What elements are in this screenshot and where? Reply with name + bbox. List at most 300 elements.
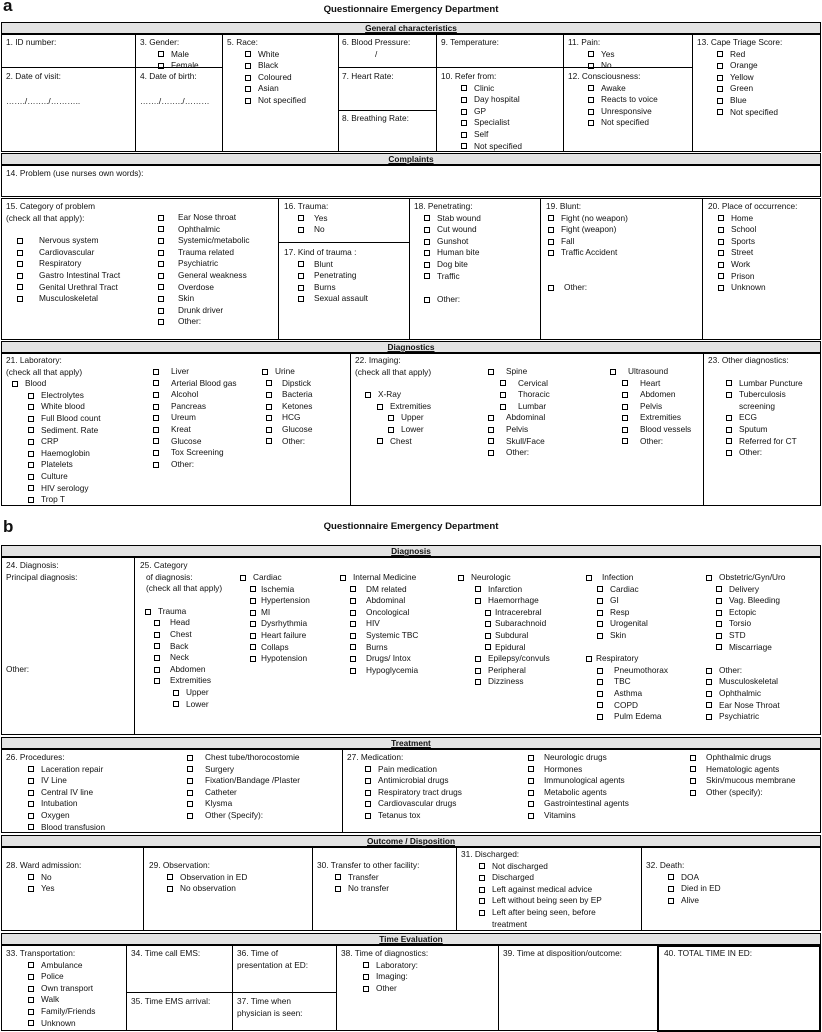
checkbox-option[interactable]: School xyxy=(718,224,797,236)
checkbox-option[interactable]: Dipstick xyxy=(266,378,312,390)
checkbox-option[interactable]: Infection xyxy=(586,572,668,584)
checkbox-icon[interactable] xyxy=(548,285,554,291)
checkbox-option[interactable]: Tuberculosis xyxy=(726,389,803,401)
checkbox-icon[interactable] xyxy=(726,427,732,433)
checkbox-option[interactable]: Ambulance xyxy=(28,960,95,972)
checkbox-option[interactable]: Hormones xyxy=(528,764,629,776)
checkbox-icon[interactable] xyxy=(158,308,164,314)
checkbox-option[interactable]: Antimicrobial drugs xyxy=(365,775,462,787)
checkbox-option[interactable]: Asian xyxy=(245,83,306,95)
checkbox-option[interactable]: Upper xyxy=(388,412,431,424)
checkbox-option[interactable]: Male xyxy=(158,49,199,61)
checkbox-option[interactable]: White xyxy=(245,49,306,61)
checkbox-icon[interactable] xyxy=(187,813,193,819)
checkbox-icon[interactable] xyxy=(717,63,723,69)
checkbox-icon[interactable] xyxy=(28,974,34,980)
checkbox-icon[interactable] xyxy=(28,801,34,807)
checkbox-option[interactable]: Laboratory: xyxy=(363,960,428,972)
checkbox-option[interactable]: Urine xyxy=(262,366,312,378)
checkbox-icon[interactable] xyxy=(461,85,467,91)
checkbox-option[interactable]: Discharged xyxy=(479,872,602,884)
checkbox-icon[interactable] xyxy=(388,427,394,433)
checkbox-option[interactable]: Yes xyxy=(588,49,615,61)
checkbox-option[interactable]: Intubation xyxy=(28,798,105,810)
checkbox-icon[interactable] xyxy=(28,393,34,399)
checkbox-icon[interactable] xyxy=(17,250,23,256)
checkbox-option[interactable]: Head xyxy=(154,617,222,629)
checkbox-icon[interactable] xyxy=(187,778,193,784)
checkbox-option[interactable]: Alive xyxy=(668,895,721,907)
checkbox-icon[interactable] xyxy=(528,766,534,772)
checkbox-option[interactable]: Ophthalmic drugs xyxy=(690,752,795,764)
checkbox-icon[interactable] xyxy=(424,215,430,221)
checkbox-option[interactable]: Hypotension xyxy=(250,653,310,665)
checkbox-option[interactable]: Other: xyxy=(266,436,312,448)
checkbox-option[interactable]: Catheter xyxy=(187,787,300,799)
checkbox-option[interactable]: Platelets xyxy=(28,459,101,471)
checkbox-option[interactable]: Ultrasound xyxy=(610,366,691,378)
checkbox-option[interactable]: Overdose xyxy=(158,282,249,294)
checkbox-icon[interactable] xyxy=(726,392,732,398)
checkbox-option[interactable]: Surgery xyxy=(187,764,300,776)
checkbox-option[interactable]: Resp xyxy=(597,607,668,619)
checkbox-option[interactable]: ECG xyxy=(726,412,803,424)
checkbox-icon[interactable] xyxy=(28,824,34,830)
checkbox-icon[interactable] xyxy=(17,284,23,290)
checkbox-option[interactable]: Yes xyxy=(28,883,81,895)
checkbox-icon[interactable] xyxy=(597,586,603,592)
checkbox-option[interactable]: Psychiatric xyxy=(158,258,249,270)
checkbox-option[interactable]: CRP xyxy=(28,436,101,448)
checkbox-icon[interactable] xyxy=(424,227,430,233)
checkbox-icon[interactable] xyxy=(187,766,193,772)
checkbox-option[interactable]: Immunological agents xyxy=(528,775,629,787)
checkbox-option[interactable]: Ureum xyxy=(153,412,237,424)
checkbox-icon[interactable] xyxy=(250,656,256,662)
checkbox-option[interactable]: Cervical xyxy=(500,378,550,390)
checkbox-icon[interactable] xyxy=(588,97,594,103)
checkbox-icon[interactable] xyxy=(588,63,594,69)
checkbox-icon[interactable] xyxy=(597,702,603,708)
checkbox-option[interactable]: Ear Nose Throat xyxy=(706,700,785,712)
checkbox-option[interactable]: Trauma xyxy=(145,606,222,618)
checkbox-icon[interactable] xyxy=(500,380,506,386)
checkbox-option[interactable]: Referred for CT xyxy=(726,436,803,448)
checkbox-icon[interactable] xyxy=(726,380,732,386)
checkbox-icon[interactable] xyxy=(479,875,485,881)
checkbox-icon[interactable] xyxy=(28,962,34,968)
checkbox-option[interactable]: Human bite xyxy=(424,247,481,259)
checkbox-option[interactable]: Sediment. Rate xyxy=(28,425,101,437)
checkbox-option[interactable]: Work xyxy=(718,259,797,271)
checkbox-option[interactable]: Other (Specify): xyxy=(187,810,300,822)
checkbox-icon[interactable] xyxy=(488,450,494,456)
checkbox-icon[interactable] xyxy=(28,874,34,880)
checkbox-option[interactable]: Urogenital xyxy=(597,618,668,630)
checkbox-icon[interactable] xyxy=(154,643,160,649)
checkbox-option[interactable]: Chest tube/thorocostomie xyxy=(187,752,300,764)
checkbox-option[interactable]: Yes xyxy=(298,213,328,225)
checkbox-icon[interactable] xyxy=(187,801,193,807)
checkbox-option[interactable]: Left after being seen, before xyxy=(479,907,602,919)
checkbox-icon[interactable] xyxy=(597,679,603,685)
checkbox-icon[interactable] xyxy=(461,97,467,103)
checkbox-icon[interactable] xyxy=(716,633,722,639)
checkbox-icon[interactable] xyxy=(28,997,34,1003)
checkbox-option[interactable]: Specialist xyxy=(461,117,522,129)
checkbox-icon[interactable] xyxy=(28,427,34,433)
checkbox-icon[interactable] xyxy=(479,910,485,916)
checkbox-option[interactable]: Skin xyxy=(597,630,668,642)
checkbox-option[interactable]: Respiratory xyxy=(17,258,120,270)
checkbox-option[interactable]: Orange xyxy=(717,60,782,72)
checkbox-option[interactable]: Trauma related xyxy=(158,247,249,259)
checkbox-icon[interactable] xyxy=(245,86,251,92)
checkbox-icon[interactable] xyxy=(461,132,467,138)
checkbox-icon[interactable] xyxy=(245,98,251,104)
checkbox-icon[interactable] xyxy=(250,610,256,616)
checkbox-option[interactable]: Klysma xyxy=(187,798,300,810)
checkbox-option[interactable]: Sports xyxy=(718,236,797,248)
checkbox-icon[interactable] xyxy=(365,813,371,819)
checkbox-icon[interactable] xyxy=(266,380,272,386)
checkbox-option[interactable]: Asthma xyxy=(597,688,668,700)
checkbox-icon[interactable] xyxy=(298,261,304,267)
checkbox-icon[interactable] xyxy=(690,778,696,784)
checkbox-icon[interactable] xyxy=(706,691,712,697)
checkbox-icon[interactable] xyxy=(475,679,481,685)
checkbox-option[interactable]: Neck xyxy=(154,652,222,664)
checkbox-option[interactable]: Skin xyxy=(158,293,249,305)
checkbox-option[interactable]: Hypoglycemia xyxy=(350,665,418,677)
checkbox-option[interactable]: Kreat xyxy=(153,424,237,436)
checkbox-option[interactable]: Trop T xyxy=(28,494,101,506)
checkbox-option[interactable]: Left without being seen by EP xyxy=(479,895,602,907)
checkbox-icon[interactable] xyxy=(250,621,256,627)
checkbox-option[interactable]: Prison xyxy=(718,271,797,283)
checkbox-option[interactable]: Other (specify): xyxy=(690,787,795,799)
checkbox-option[interactable]: Yellow xyxy=(717,72,782,84)
checkbox-icon[interactable] xyxy=(266,427,272,433)
checkbox-option[interactable]: Infarction xyxy=(475,584,550,596)
checkbox-option[interactable]: Oncological xyxy=(350,607,418,619)
checkbox-icon[interactable] xyxy=(588,120,594,126)
checkbox-icon[interactable] xyxy=(298,215,304,221)
checkbox-icon[interactable] xyxy=(488,438,494,444)
checkbox-option[interactable]: Pulm Edema xyxy=(597,711,668,723)
checkbox-option[interactable]: Burns xyxy=(350,642,418,654)
checkbox-icon[interactable] xyxy=(28,404,34,410)
checkbox-option[interactable]: Obstetric/Gyn/Uro xyxy=(706,572,785,584)
checkbox-icon[interactable] xyxy=(706,714,712,720)
checkbox-option[interactable]: Alcohol xyxy=(153,389,237,401)
checkbox-icon[interactable] xyxy=(622,427,628,433)
checkbox-option[interactable]: Extremities xyxy=(377,401,431,413)
checkbox-option[interactable]: Musculoskeletal xyxy=(17,293,120,305)
checkbox-icon[interactable] xyxy=(28,790,34,796)
checkbox-option[interactable]: Traffic Accident xyxy=(548,247,628,259)
checkbox-icon[interactable] xyxy=(298,296,304,302)
checkbox-icon[interactable] xyxy=(28,485,34,491)
checkbox-icon[interactable] xyxy=(668,874,674,880)
checkbox-icon[interactable] xyxy=(377,438,383,444)
checkbox-icon[interactable] xyxy=(158,284,164,290)
checkbox-icon[interactable] xyxy=(28,497,34,503)
checkbox-option[interactable]: Lower xyxy=(388,424,431,436)
checkbox-icon[interactable] xyxy=(266,438,272,444)
checkbox-icon[interactable] xyxy=(500,392,506,398)
checkbox-option[interactable]: Subdural xyxy=(485,630,550,642)
checkbox-option[interactable]: Family/Friends xyxy=(28,1006,95,1018)
checkbox-option[interactable]: Not specified xyxy=(588,117,658,129)
checkbox-icon[interactable] xyxy=(706,702,712,708)
checkbox-option[interactable]: Nervous system xyxy=(17,235,120,247)
checkbox-icon[interactable] xyxy=(500,404,506,410)
date-of-visit-field[interactable]: ……./……../……….. xyxy=(6,96,81,106)
checkbox-option[interactable]: Pain medication xyxy=(365,764,462,776)
checkbox-option[interactable]: Other xyxy=(363,983,428,995)
checkbox-option[interactable]: Sexual assault xyxy=(298,293,368,305)
checkbox-icon[interactable] xyxy=(266,392,272,398)
checkbox-icon[interactable] xyxy=(28,886,34,892)
checkbox-icon[interactable] xyxy=(716,644,722,650)
checkbox-option[interactable]: Cardiovascular drugs xyxy=(365,798,462,810)
checkbox-icon[interactable] xyxy=(717,75,723,81)
checkbox-icon[interactable] xyxy=(716,610,722,616)
checkbox-icon[interactable] xyxy=(717,109,723,115)
checkbox-option[interactable]: Burns xyxy=(298,282,368,294)
checkbox-option[interactable]: Spine xyxy=(488,366,550,378)
checkbox-option[interactable]: Neurologic drugs xyxy=(528,752,629,764)
checkbox-option[interactable]: Not specified xyxy=(245,95,306,107)
checkbox-icon[interactable] xyxy=(17,273,23,279)
checkbox-icon[interactable] xyxy=(610,369,616,375)
checkbox-icon[interactable] xyxy=(597,691,603,697)
checkbox-icon[interactable] xyxy=(28,766,34,772)
checkbox-option[interactable]: Glucose xyxy=(266,424,312,436)
checkbox-option[interactable]: Other: xyxy=(488,447,550,459)
checkbox-icon[interactable] xyxy=(28,986,34,992)
checkbox-option[interactable]: Genital Urethral Tract xyxy=(17,282,120,294)
checkbox-option[interactable]: Transfer xyxy=(335,872,419,884)
checkbox-option[interactable]: Central IV line xyxy=(28,787,105,799)
checkbox-icon[interactable] xyxy=(187,755,193,761)
checkbox-option[interactable]: Full Blood count xyxy=(28,413,101,425)
checkbox-icon[interactable] xyxy=(153,380,159,386)
checkbox-option[interactable]: X-Ray xyxy=(365,389,431,401)
checkbox-icon[interactable] xyxy=(365,801,371,807)
checkbox-icon[interactable] xyxy=(350,610,356,616)
checkbox-icon[interactable] xyxy=(28,462,34,468)
checkbox-option[interactable]: Internal Medicine xyxy=(340,572,418,584)
checkbox-icon[interactable] xyxy=(718,239,724,245)
checkbox-option[interactable]: Torsio xyxy=(716,618,785,630)
checkbox-option[interactable]: Blood xyxy=(12,378,101,390)
checkbox-icon[interactable] xyxy=(479,887,485,893)
checkbox-icon[interactable] xyxy=(153,392,159,398)
checkbox-icon[interactable] xyxy=(622,438,628,444)
checkbox-option[interactable]: Ophthalmic xyxy=(158,224,249,236)
checkbox-icon[interactable] xyxy=(28,1020,34,1026)
checkbox-option[interactable]: Lumbar xyxy=(500,401,550,413)
checkbox-option[interactable]: No observation xyxy=(167,883,247,895)
checkbox-option[interactable]: Respiratory tract drugs xyxy=(365,787,462,799)
checkbox-icon[interactable] xyxy=(475,586,481,592)
checkbox-icon[interactable] xyxy=(153,427,159,433)
checkbox-icon[interactable] xyxy=(350,621,356,627)
checkbox-icon[interactable] xyxy=(350,586,356,592)
checkbox-option[interactable]: Thoracic xyxy=(500,389,550,401)
checkbox-icon[interactable] xyxy=(485,644,491,650)
checkbox-icon[interactable] xyxy=(597,633,603,639)
checkbox-icon[interactable] xyxy=(28,1009,34,1015)
checkbox-icon[interactable] xyxy=(485,610,491,616)
checkbox-option[interactable]: Dysrhythmia xyxy=(250,618,310,630)
checkbox-icon[interactable] xyxy=(528,755,534,761)
checkbox-option[interactable]: Unresponsive xyxy=(588,106,658,118)
checkbox-option[interactable]: Systemic/metabolic xyxy=(158,235,249,247)
checkbox-icon[interactable] xyxy=(717,98,723,104)
checkbox-option[interactable]: Dog bite xyxy=(424,259,481,271)
checkbox-option[interactable]: GP xyxy=(461,106,522,118)
checkbox-option[interactable]: Epidural xyxy=(485,642,550,654)
checkbox-icon[interactable] xyxy=(28,778,34,784)
checkbox-option[interactable]: General weakness xyxy=(158,270,249,282)
checkbox-option[interactable]: Extremities xyxy=(622,412,691,424)
checkbox-option[interactable]: HCG xyxy=(266,412,312,424)
checkbox-icon[interactable] xyxy=(668,898,674,904)
checkbox-option[interactable]: Haemorrhage xyxy=(475,595,550,607)
checkbox-icon[interactable] xyxy=(173,690,179,696)
checkbox-icon[interactable] xyxy=(153,450,159,456)
checkbox-option[interactable]: Left against medical advice xyxy=(479,884,602,896)
checkbox-icon[interactable] xyxy=(266,415,272,421)
checkbox-option[interactable]: Laceration repair xyxy=(28,764,105,776)
checkbox-option[interactable]: Chest xyxy=(154,629,222,641)
checkbox-icon[interactable] xyxy=(488,369,494,375)
checkbox-icon[interactable] xyxy=(588,85,594,91)
checkbox-option[interactable]: Haemoglobin xyxy=(28,448,101,460)
checkbox-icon[interactable] xyxy=(12,381,18,387)
checkbox-icon[interactable] xyxy=(597,610,603,616)
checkbox-option[interactable]: DM related xyxy=(350,584,418,596)
checkbox-icon[interactable] xyxy=(158,273,164,279)
checkbox-option[interactable]: Sputum xyxy=(726,424,803,436)
checkbox-option[interactable]: Respiratory xyxy=(586,653,668,665)
checkbox-icon[interactable] xyxy=(475,668,481,674)
checkbox-option[interactable]: Fall xyxy=(548,236,628,248)
checkbox-option[interactable]: Died in ED xyxy=(668,883,721,895)
checkbox-option[interactable]: Reacts to voice xyxy=(588,94,658,106)
checkbox-option[interactable]: STD xyxy=(716,630,785,642)
checkbox-option[interactable]: No xyxy=(588,60,615,72)
checkbox-option[interactable]: Other: xyxy=(158,316,249,328)
checkbox-option[interactable]: Gastro Intestinal Tract xyxy=(17,270,120,282)
checkbox-icon[interactable] xyxy=(479,898,485,904)
checkbox-option[interactable]: Gastrointestinal agents xyxy=(528,798,629,810)
checkbox-option[interactable]: Fixation/Bandage /Plaster xyxy=(187,775,300,787)
checkbox-icon[interactable] xyxy=(668,886,674,892)
checkbox-option[interactable]: DOA xyxy=(668,872,721,884)
checkbox-icon[interactable] xyxy=(597,668,603,674)
checkbox-option[interactable]: Drunk driver xyxy=(158,305,249,317)
checkbox-option[interactable]: Walk xyxy=(28,994,95,1006)
checkbox-option[interactable]: Neurologic xyxy=(458,572,550,584)
checkbox-icon[interactable] xyxy=(597,621,603,627)
checkbox-icon[interactable] xyxy=(28,474,34,480)
checkbox-icon[interactable] xyxy=(28,439,34,445)
checkbox-option[interactable]: Other: xyxy=(548,282,628,294)
checkbox-option[interactable]: Subarachnoid xyxy=(485,618,550,630)
checkbox-icon[interactable] xyxy=(706,668,712,674)
checkbox-option[interactable]: Cardiac xyxy=(597,584,668,596)
checkbox-icon[interactable] xyxy=(154,667,160,673)
checkbox-option[interactable]: IV Line xyxy=(28,775,105,787)
checkbox-icon[interactable] xyxy=(726,450,732,456)
checkbox-icon[interactable] xyxy=(363,986,369,992)
checkbox-icon[interactable] xyxy=(153,369,159,375)
checkbox-option[interactable]: TBC xyxy=(597,676,668,688)
checkbox-option[interactable]: Self xyxy=(461,129,522,141)
checkbox-icon[interactable] xyxy=(718,285,724,291)
checkbox-icon[interactable] xyxy=(365,392,371,398)
checkbox-icon[interactable] xyxy=(245,51,251,57)
checkbox-icon[interactable] xyxy=(158,238,164,244)
checkbox-option[interactable]: HIV serology xyxy=(28,483,101,495)
checkbox-icon[interactable] xyxy=(173,701,179,707)
checkbox-option[interactable]: Delivery xyxy=(716,584,785,596)
checkbox-icon[interactable] xyxy=(424,250,430,256)
checkbox-icon[interactable] xyxy=(298,273,304,279)
checkbox-icon[interactable] xyxy=(461,120,467,126)
checkbox-icon[interactable] xyxy=(718,250,724,256)
checkbox-icon[interactable] xyxy=(298,227,304,233)
checkbox-icon[interactable] xyxy=(548,250,554,256)
checkbox-option[interactable]: Tox Screening xyxy=(153,447,237,459)
checkbox-icon[interactable] xyxy=(479,863,485,869)
checkbox-icon[interactable] xyxy=(153,404,159,410)
checkbox-icon[interactable] xyxy=(424,239,430,245)
checkbox-icon[interactable] xyxy=(716,598,722,604)
checkbox-icon[interactable] xyxy=(485,633,491,639)
checkbox-icon[interactable] xyxy=(586,656,592,662)
checkbox-option[interactable]: Arterial Blood gas xyxy=(153,378,237,390)
checkbox-icon[interactable] xyxy=(424,297,430,303)
checkbox-icon[interactable] xyxy=(365,790,371,796)
checkbox-icon[interactable] xyxy=(154,620,160,626)
checkbox-option[interactable]: Gunshot xyxy=(424,236,481,248)
checkbox-option[interactable]: Unknown xyxy=(28,1018,95,1030)
checkbox-icon[interactable] xyxy=(350,598,356,604)
checkbox-icon[interactable] xyxy=(167,886,173,892)
checkbox-icon[interactable] xyxy=(461,109,467,115)
checkbox-icon[interactable] xyxy=(718,273,724,279)
checkbox-option[interactable]: No xyxy=(28,872,81,884)
checkbox-option[interactable]: Upper xyxy=(173,687,222,699)
checkbox-icon[interactable] xyxy=(706,679,712,685)
checkbox-option[interactable]: Day hospital xyxy=(461,94,522,106)
checkbox-icon[interactable] xyxy=(187,790,193,796)
checkbox-option[interactable]: Blood vessels xyxy=(622,424,691,436)
checkbox-icon[interactable] xyxy=(716,586,722,592)
checkbox-option[interactable]: Ophthalmic xyxy=(706,688,785,700)
checkbox-option[interactable]: Home xyxy=(718,213,797,225)
checkbox-option[interactable]: Awake xyxy=(588,83,658,95)
checkbox-icon[interactable] xyxy=(245,63,251,69)
checkbox-option[interactable]: Dizziness xyxy=(475,676,550,688)
checkbox-option[interactable]: No xyxy=(298,224,328,236)
checkbox-option[interactable]: Other: xyxy=(706,665,785,677)
